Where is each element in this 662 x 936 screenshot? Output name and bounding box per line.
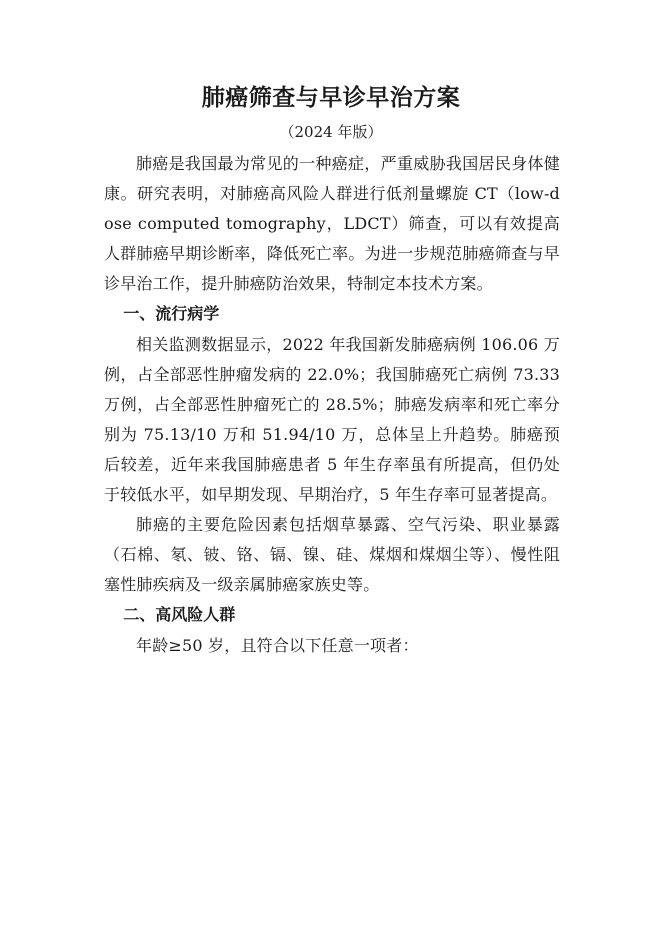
document-title: 肺癌筛查与早诊早治方案 <box>201 85 461 111</box>
section-heading-epidemiology: 一、流行病学 <box>123 304 220 324</box>
epidemiology-paragraph-statistics: 相关监测数据显示，2022 年我国新发肺癌病例 106.06 万例，占全部恶性肿瘤发病的 22.0%；我国肺癌死亡病例 73.33 万例，占全部恶性肿瘤死亡的 28.5%；肺癌发病率和死亡率分别为 75.13/10 万和 51.94/10 万，总体呈上升趋势。肺癌预后较差，近年来我国肺癌患者 5 年生存率虽有所提高，但仍处于较低水平，如早期发现、早期治疗，5 年生存率可显著提高。 <box>104 334 560 505</box>
high-risk-criteria-paragraph: 年龄≥50 岁，且符合以下任意一项者： <box>136 635 419 655</box>
section-heading-high-risk-population: 二、高风险人群 <box>123 605 236 625</box>
document-subtitle: （2024 年版） <box>279 123 383 141</box>
document-body <box>104 149 560 661</box>
epidemiology-paragraph-risk-factors: 肺癌的主要危险因素包括烟草暴露、空气污染、职业暴露（石棉、氡、铍、铬、镉、镍、硅、煤烟和煤烟尘等）、慢性阻塞性肺疾病及一级亲属肺癌家族史等。 <box>104 515 560 595</box>
intro-paragraph: 肺癌是我国最为常见的一种癌症，严重威胁我国居民身体健康。研究表明，对肺癌高风险人群进行低剂量螺旋 CT（low-dose computed tomography，LDCT）筛查，可以有效提高人群肺癌早期诊断率，降低死亡率。为进一步规范肺癌筛查与早诊早治工作，提升肺癌防治效果，特制定本技术方案。 <box>104 154 560 294</box>
